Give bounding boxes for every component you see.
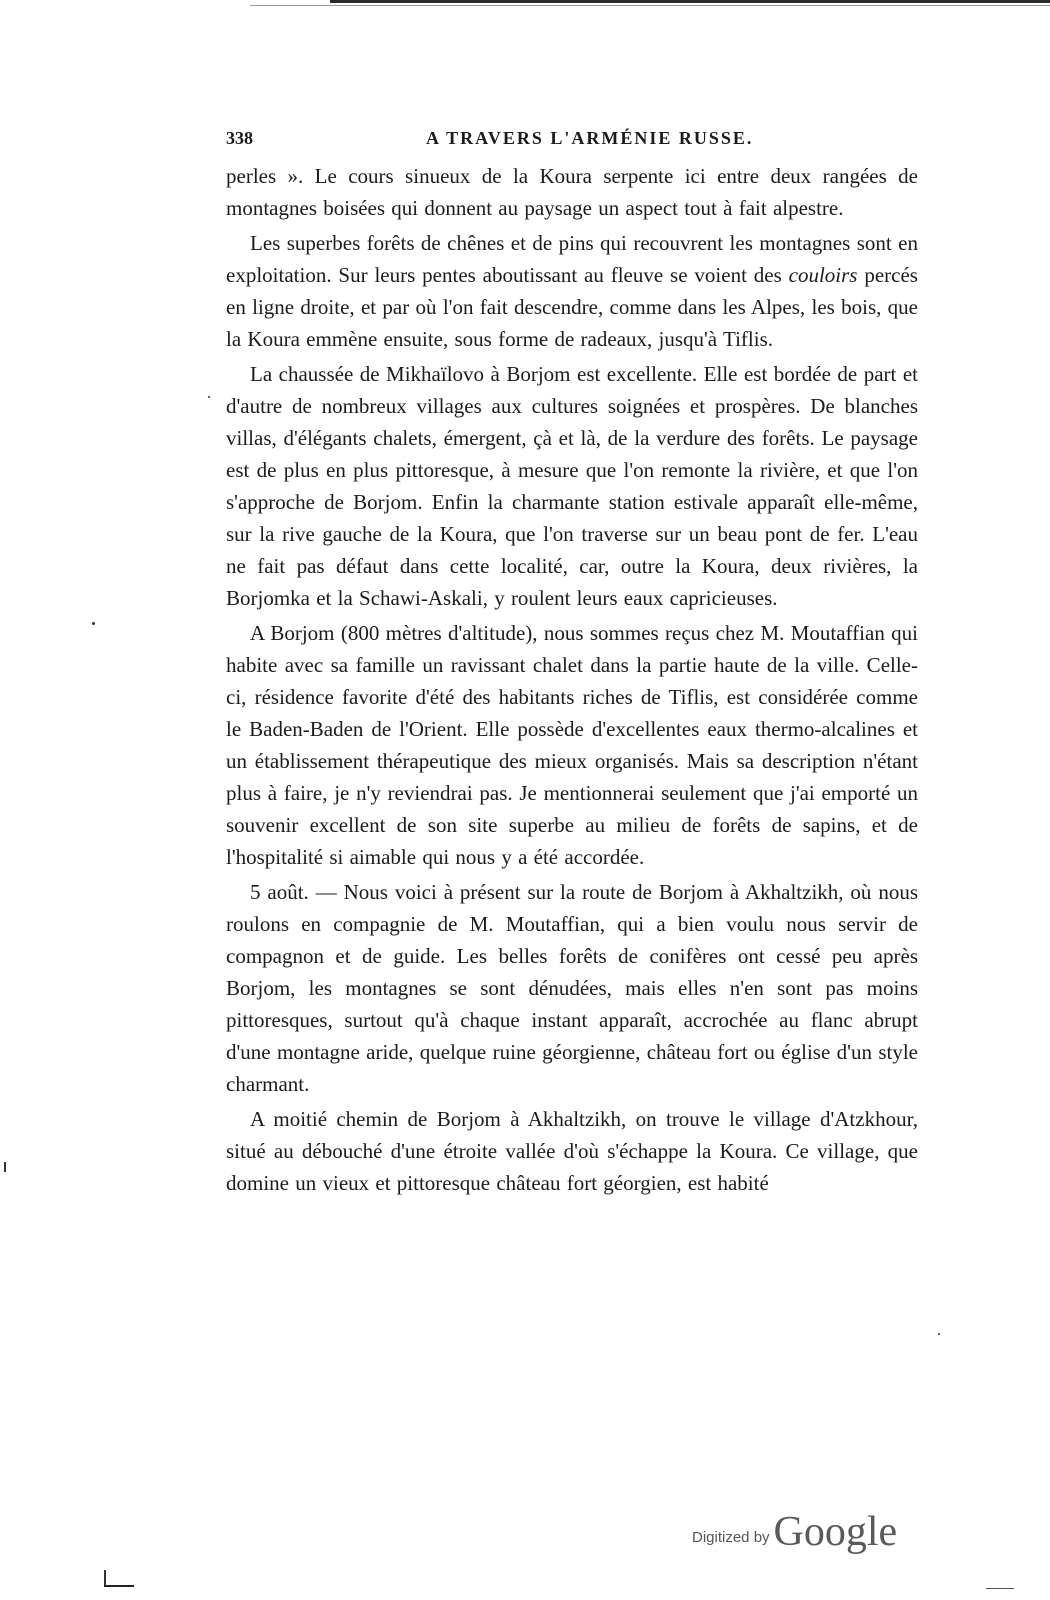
paragraph-2 (226, 227, 918, 355)
paragraph-2-start: Les superbes forêts de chênes et de pins qui recouvrent les montagnes sont en exploitation. Sur leurs pentes aboutissant au fleuve se voient des (226, 231, 918, 287)
paragraph-4: A Borjom (800 mètres d'altitude), nous sommes reçus chez M. Moutaffian qui habite avec sa famille un ravissant chalet dans la partie haute de la ville. Celle-ci, résidence favorite d'été des habitants riches de Tiflis, est considérée comme le Baden-Baden de l'Orient. Elle possède d'excellentes eaux thermo-alcalines et un établissement thérapeutique des mieux organisés. Mais sa description n'étant plus à faire, je n'y reviendrai pas. Je mentionnerai seulement que j'ai emporté un souvenir excellent de son site superbe au milieu de forêts de sapins, et de l'hospitalité si aimable qui nous y a été accordée. (226, 621, 918, 869)
scan-speck (92, 622, 95, 625)
watermark-prefix: Digitized by (692, 1529, 770, 1546)
paragraph-6: A moitié chemin de Borjom à Akhaltzikh, on trouve le village d'Atzkhour, situé au débouché d'une étroite vallée d'où s'échappe la Koura. Ce village, que domine un vieux et pittoresque château fort géorgien, est habité (226, 1107, 918, 1195)
bottom-left-rule (104, 1585, 134, 1587)
google-logo: Google (773, 1509, 898, 1555)
top-edge-rule (330, 0, 1050, 3)
scan-speck (938, 1333, 940, 1335)
page-number: 338 (226, 128, 253, 148)
paragraph-5: 5 août. — Nous voici à présent sur la route de Borjom à Akhaltzikh, où nous roulons en compagnie de M. Moutaffian, qui a bien voulu nous servir de compagnon et de guide. Les belles forêts de conifères ont cessé peu après Borjom, les montagnes se sont dénudées, mais elles n'en sont pas moins pittoresques, surtout qu'à chaque instant apparaît, accrochée au flanc abrupt d'une montagne aride, quelque ruine géorgienne, château fort ou église d'un style charmant. (226, 880, 918, 1096)
page-header (226, 128, 916, 154)
scan-speck (208, 396, 210, 398)
bottom-right-rule (986, 1588, 1014, 1589)
scan-edge-mark (4, 1162, 6, 1172)
running-title: A TRAVERS L'ARMÉNIE RUSSE. (426, 128, 754, 148)
paragraph-1: perles ». Le cours sinueux de la Koura serpente ici entre deux rangées de montagnes boisées qui donnent au paysage un aspect tout à fait alpestre. (226, 164, 918, 220)
top-edge-thin-rule (250, 5, 1050, 6)
paragraph-2-end: percés en ligne droite, et par où l'on fait descendre, comme dans les Alpes, les bois, que la Koura emmène ensuite, sous forme de radeaux, jusqu'à Tiflis. (226, 263, 918, 351)
paragraph-3: La chaussée de Mikhaïlovo à Borjom est excellente. Elle est bordée de part et d'autre de nombreux villages aux cultures soignées et prospères. De blanches villas, d'élégants chalets, émergent, çà et là, de la verdure des forêts. Le paysage est de plus en plus pittoresque, à mesure que l'on remonte la rivière, et que l'on s'approche de Borjom. Enfin la charmante station estivale apparaît elle-même, sur la rive gauche de la Koura, que l'on traverse sur un beau pont de fer. L'eau ne fait pas défaut dans cette localité, car, outre la Koura, deux rivières, la Borjomka et la Schawi-Askali, y roulent leurs eaux capricieuses. (226, 362, 918, 610)
body-text (226, 160, 918, 1202)
paragraph-2-italic-word: couloirs (788, 263, 858, 287)
digitized-watermark (692, 1500, 922, 1560)
